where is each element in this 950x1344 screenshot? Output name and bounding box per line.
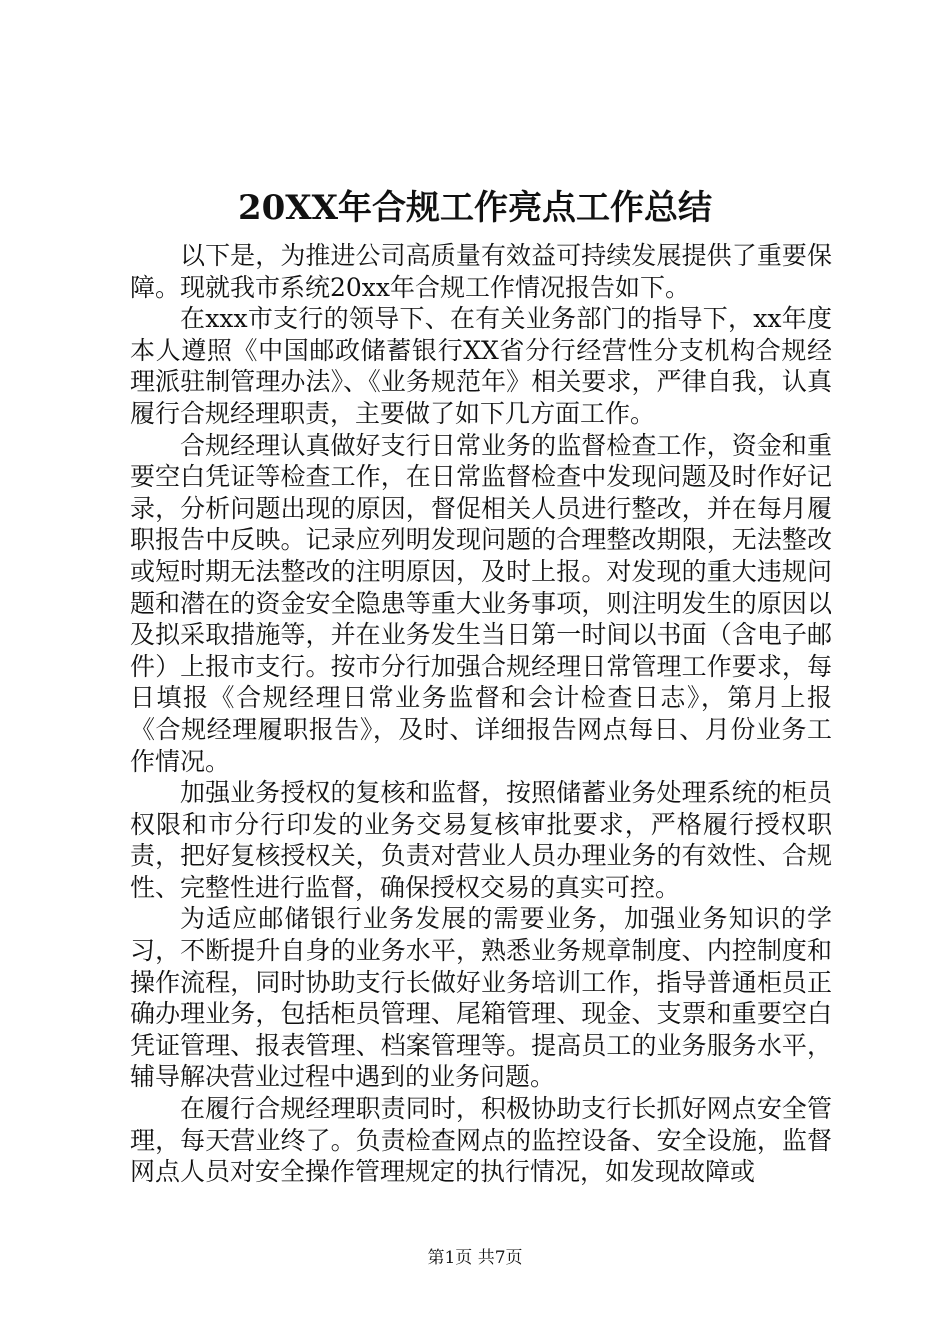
document-title: 20XX年合规工作亮点工作总结 <box>237 188 713 228</box>
paragraph-4: 加强业务授权的复核和监督，按照储蓄业务处理系统的柜员权限和市分行印发的业务交易复核审批要求，严格履行授权职责，把好复核授权关，负责对营业人员办理业务的有效性、合规性、完整性进行监督，确保授权交易的真实可控。 <box>130 778 832 902</box>
paragraph-2: 在xxx市支行的领导下、在有关业务部门的指导下，xx年度本人遵照《中国邮政储蓄银行XX省分行经营性分支机构合规经理派驻制管理办法》、《业务规范年》相关要求，严律自我，认真履行合规经理职责，主要做了如下几方面工作。 <box>130 304 832 428</box>
paragraph-1: 以下是，为推进公司高质量有效益可持续发展提供了重要保障。现就我市系统20xx年合规工作情况报告如下。 <box>130 241 832 302</box>
paragraph-6: 在履行合规经理职责同时，积极协助支行长抓好网点安全管理，每天营业终了。负责检查网点的监控设备、安全设施，监督网点人员对安全操作管理规定的执行情况，如发现故障或 <box>130 1094 832 1187</box>
paragraph-3: 合规经理认真做好支行日常业务的监督检查工作，资金和重要空白凭证等检查工作，在日常监督检查中发现问题及时作好记录，分析问题出现的原因，督促相关人员进行整改，并在每月履职报告中反映。记录应列明发现问题的合理整改期限，无法整改或短时期无法整改的注明原因，及时上报。对发现的重大违规问题和潜在的资金安全隐患等重大业务事项，则注明发生的原因以及拟采取措施等，并在业务发生当日第一时间以书面（含电子邮件）上报市支行。按市分行加强合规经理日常管理工作要求，每日填报《合规经理日常业务监督和会计检查日志》，第月上报《合规经理履职报告》，及时、详细报告网点每日、月份业务工作情况。 <box>130 430 832 776</box>
paragraph-5: 为适应邮储银行业务发展的需要业务，加强业务知识的学习，不断提升自身的业务水平，熟悉业务规章制度、内控制度和操作流程，同时协助支行长做好业务培训工作，指导普通柜员正确办理业务，包括柜员管理、尾箱管理、现金、支票和重要空白凭证管理、报表管理、档案管理等。提高员工的业务服务水平，辅导解决营业过程中遇到的业务问题。 <box>130 904 832 1092</box>
document-body <box>130 240 832 1188</box>
page-number-footer: 第1页 共7页 <box>427 1248 523 1268</box>
